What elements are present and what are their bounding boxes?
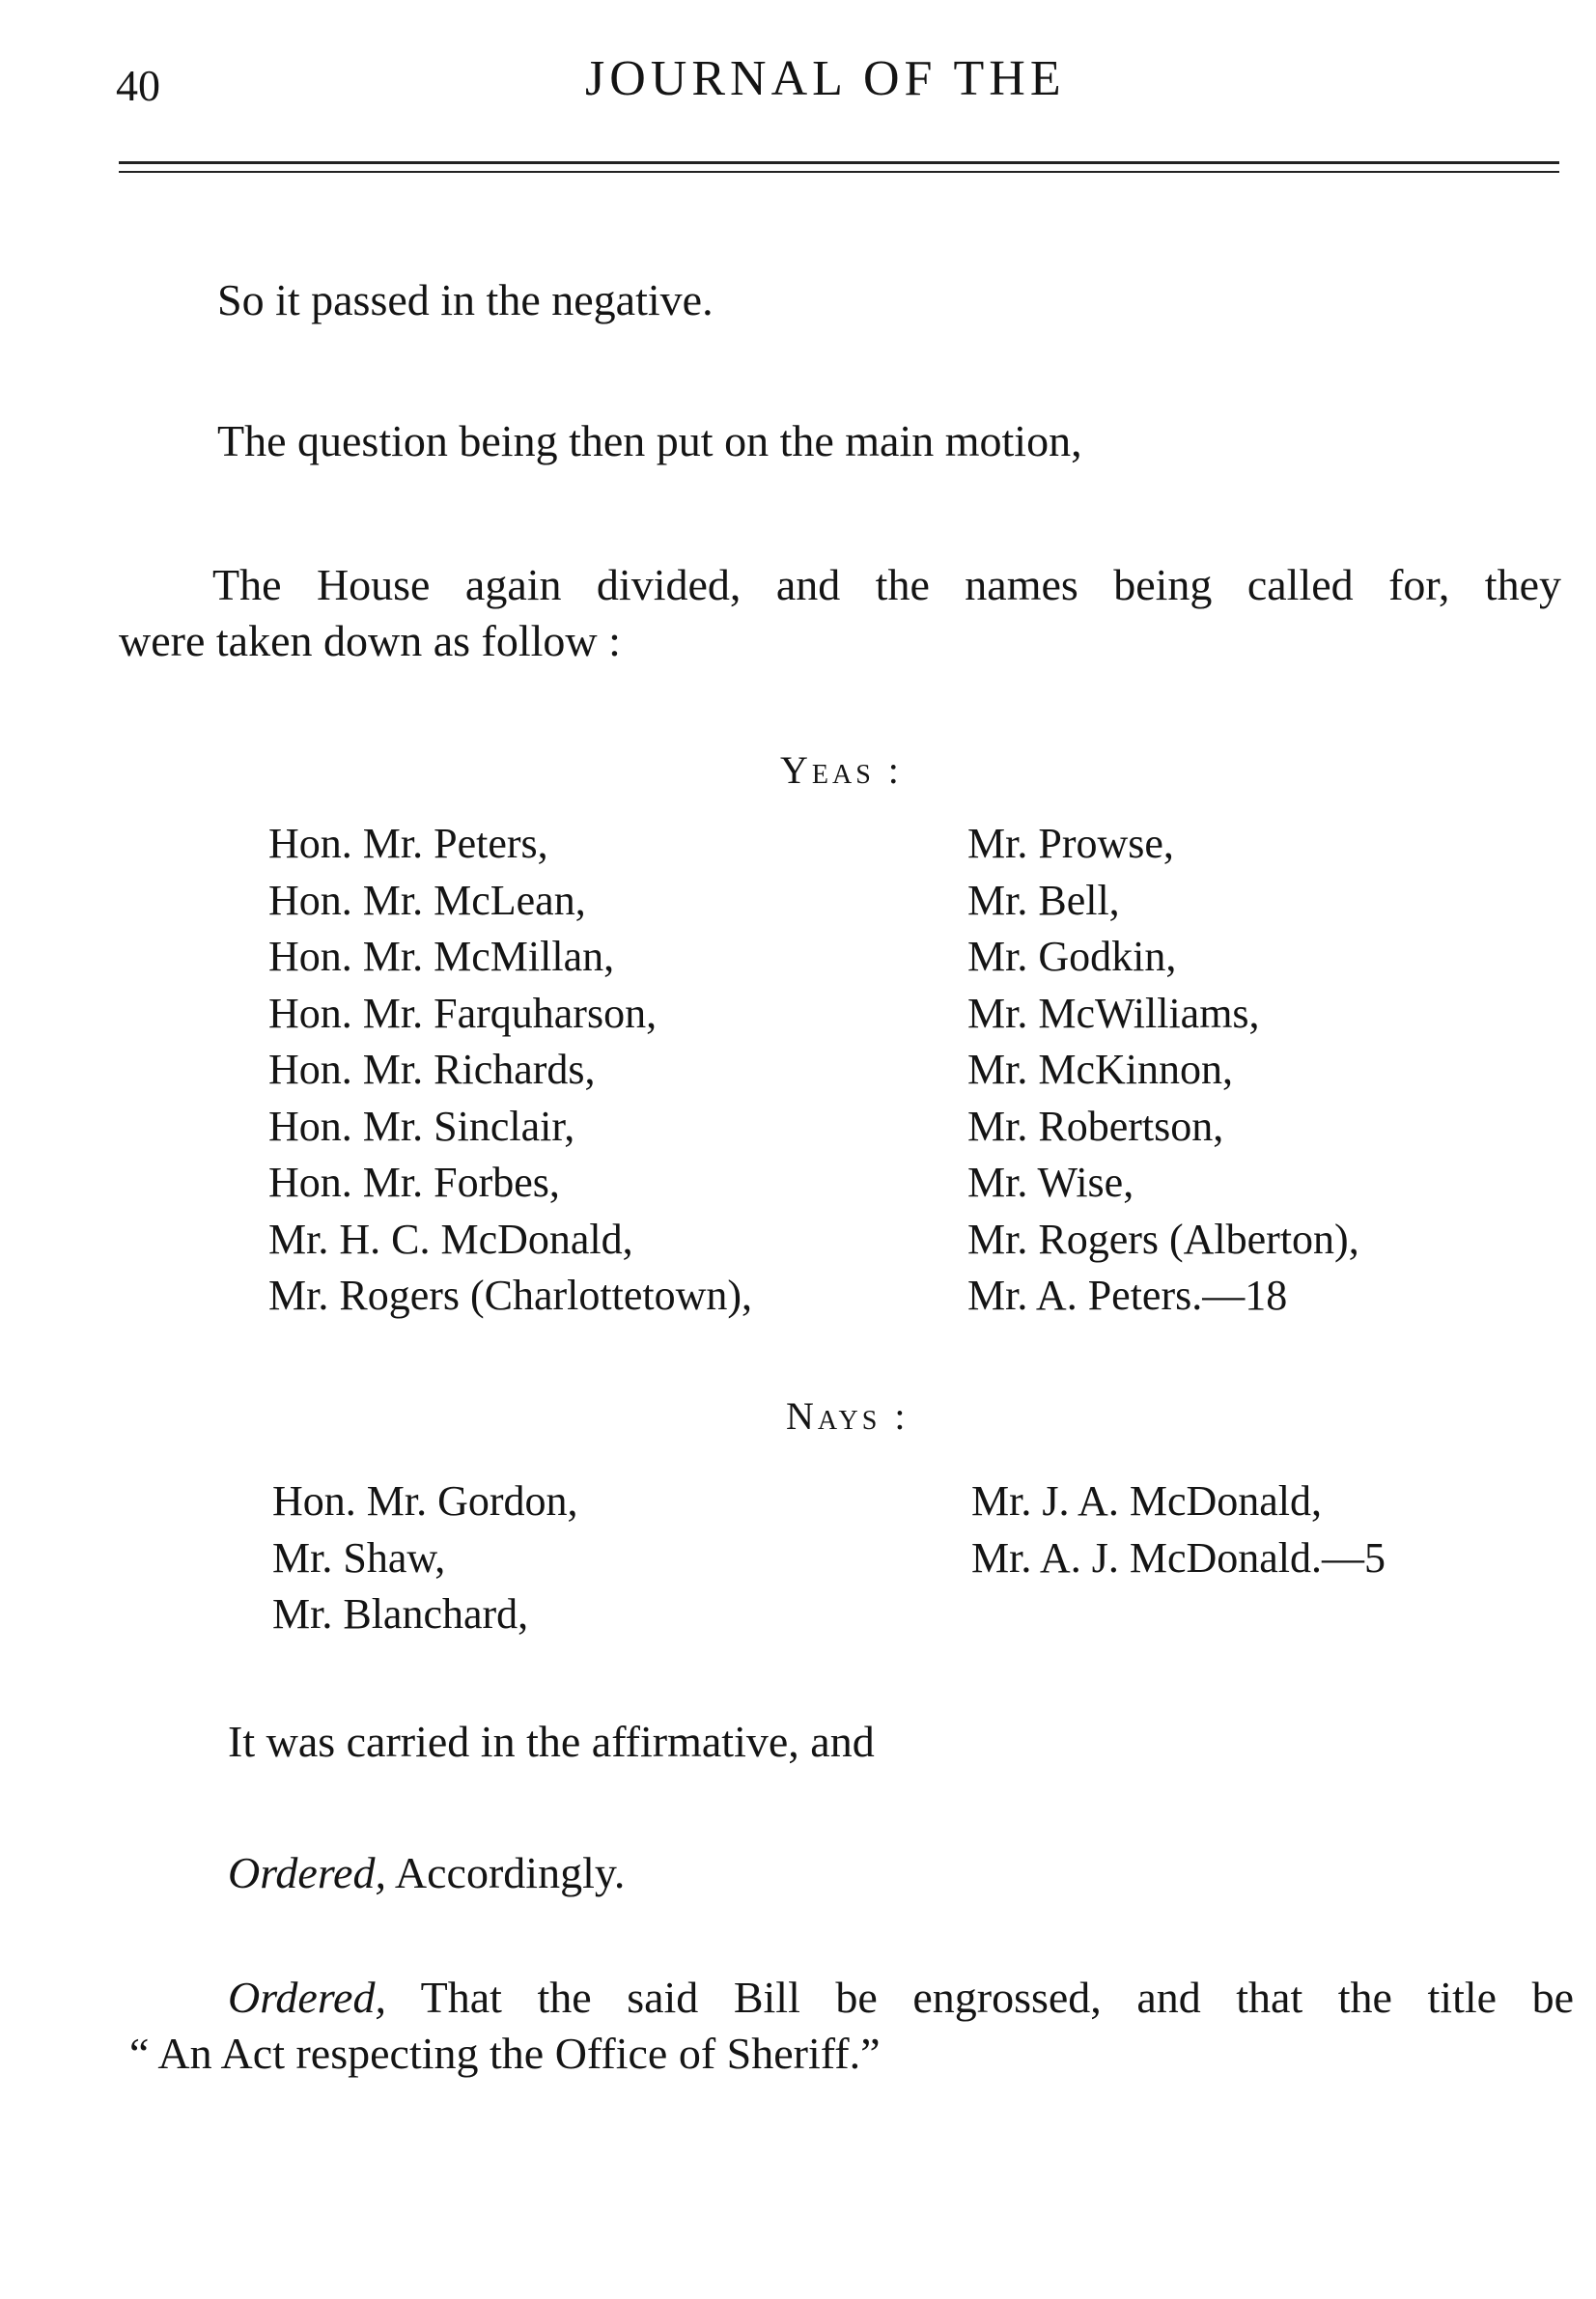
ordered-label: Ordered, [228,1848,386,1897]
yeas-right-name: Mr. Wise, [967,1159,1134,1206]
yeas-left-name: Hon. Mr. Farquharson, [268,989,658,1037]
paragraph-ordered-accordingly [228,1845,625,1901]
paragraph-carried: It was carried in the affirmative, and [228,1717,875,1766]
ordered-text: That the said Bill be engrossed, and that the title be [420,1973,1574,2022]
nays-left-name: Hon. Mr. Gordon, [272,1477,578,1525]
paragraph-ordered-engrossed-line2: “ An Act respecting the Office of Sheriff.” [129,2029,881,2078]
yeas-right-name: Mr. Robertson, [967,1102,1224,1150]
yeas-left-column [268,816,752,1325]
ordered-text: Accordingly. [394,1848,626,1897]
ordered-label: Ordered, [228,1973,386,2022]
nays-left-name: Mr. Shaw, [272,1533,446,1582]
yeas-right-column [967,816,1359,1325]
yeas-heading: Yeas : [780,748,903,792]
yeas-left-name: Hon. Mr. Richards, [268,1046,596,1093]
paragraph-division-line1: The House again divided, and the names being called for, they [212,560,1561,609]
yeas-right-name: Mr. Godkin, [967,933,1177,980]
paragraph-negative: So it passed in the negative. [217,275,714,324]
nays-right-name: Mr. J. A. McDonald, [971,1477,1322,1525]
yeas-left-name: Mr. Rogers (Charlottetown), [268,1272,753,1319]
yeas-right-name: Mr. A. Peters.—18 [967,1272,1288,1319]
yeas-right-name: Mr. Bell, [967,876,1120,924]
nays-right-name: Mr. A. J. McDonald.—5 [971,1533,1386,1582]
yeas-left-name: Hon. Mr. Forbes, [268,1159,560,1206]
nays-left-name: Mr. Blanchard, [272,1590,529,1638]
header-rule-thin [119,171,1559,173]
yeas-right-name: Mr. McWilliams, [967,989,1260,1037]
page-number: 40 [116,61,160,110]
nays-heading: Nays : [786,1394,910,1438]
yeas-left-name: Hon. Mr. Peters, [268,820,548,867]
yeas-left-name: Hon. Mr. McMillan, [268,933,615,980]
yeas-left-name: Mr. H. C. McDonald, [268,1215,633,1263]
yeas-left-name: Hon. Mr. McLean, [268,876,586,924]
yeas-right-name: Mr. Prowse, [967,820,1174,867]
nays-right-column [971,1473,1386,1586]
paragraph-question: The question being then put on the main motion, [217,416,1082,465]
yeas-left-name: Hon. Mr. Sinclair, [268,1102,575,1150]
yeas-right-name: Mr. Rogers (Alberton), [967,1215,1359,1263]
yeas-right-name: Mr. McKinnon, [967,1046,1233,1093]
paragraph-division-line2: were taken down as follow : [119,616,621,665]
paragraph-ordered-engrossed-line1 [228,1970,1574,2026]
header-rule-thick [119,161,1559,164]
nays-left-column [272,1473,578,1643]
running-head: JOURNAL OF THE [585,51,1066,106]
